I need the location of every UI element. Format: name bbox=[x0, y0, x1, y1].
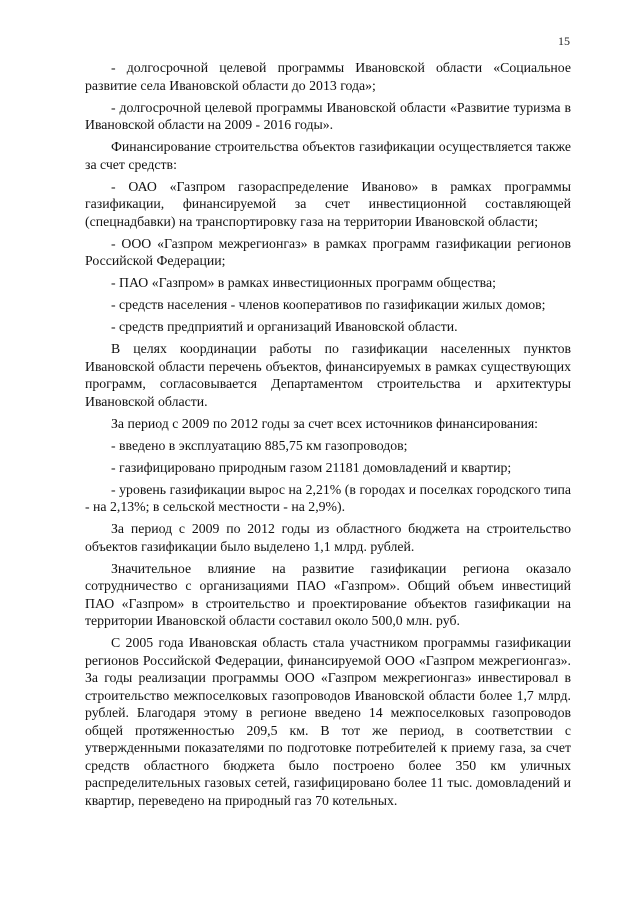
paragraph: - ОАО «Газпром газораспределение Иваново» в рамках программы газификации, финансируемой за счет инвестиционной составляющей (спецнадбавки) на транспортировку газа на территории Ивановской области; bbox=[85, 178, 571, 229]
paragraph: - газифицировано природным газом 21181 домовладений и квартир; bbox=[111, 459, 512, 475]
paragraph: - ПАО «Газпром» в рамках инвестиционных программ общества; bbox=[111, 275, 496, 290]
paragraph: Финансирование строительства объектов газификации осуществляется также за счет средств: bbox=[85, 139, 571, 172]
paragraph: - долгосрочной целевой программы Ивановской области «Социальное развитие села Ивановской области до 2013 года»; bbox=[85, 60, 571, 93]
paragraph: - уровень газификации вырос на 2,21% (в городах и поселках городского типа - на 2,13%; в сельской местности - на 2,9%). bbox=[85, 481, 571, 514]
paragraph: - средств населения - членов кооперативов по газификации жилых домов; bbox=[111, 297, 546, 312]
paragraph: За период с 2009 по 2012 годы за счет всех источников финансирования: bbox=[111, 415, 539, 431]
paragraph: В целях координации работы по газификации населенных пунктов Ивановской области перечень объектов, финансируемых в рамках существующих программ, согласовывается Департаментом строительства и архитектуры Ивановской области. bbox=[85, 341, 571, 409]
document-body bbox=[85, 59, 571, 814]
paragraph: - ООО «Газпром межрегионгаз» в рамках программ газификации регионов Российской Федерации; bbox=[85, 235, 571, 268]
paragraph: Значительное влияние на развитие газификации региона оказало сотрудничество с организациями ПАО «Газпром». Общий объем инвестиций ПАО «Газпром» в строительство и проектирование объектов газификации на территории Ивановской области составил около 500,0 млн. руб. bbox=[85, 560, 571, 628]
paragraph: За период с 2009 по 2012 годы из областного бюджета на строительство объектов газификации было выделено 1,1 млрд. рублей. bbox=[85, 521, 571, 554]
paragraph: - долгосрочной целевой программы Ивановской области «Развитие туризма в Ивановской области на 2009 - 2016 годы». bbox=[85, 99, 571, 132]
paragraph: С 2005 года Ивановская область стала участником программы газификации регионов Российской Федерации, финансируемой ООО «Газпром межрегионгаз». За годы реализации программы ООО «Газпром межрегионгаз» инвестировал в строительство межпоселковых газопроводов Ивановской области более 1,7 млрд. рублей. Благодаря этому в регионе введено 14 межпоселковых газопроводов общей протяженностью 209,5 км. В тот же период, в соответствии с утвержденными показателями по подготовке потребителей к приему газа, за счет средств областного бюджета было построено более 350 км уличных распределительных газовых сетей, газифицировано более 11 тыс. домовладений и квартир, переведено на природный газ 70 котельных. bbox=[85, 635, 571, 808]
page-number: 15 bbox=[558, 34, 570, 48]
paragraph: - введено в эксплуатацию 885,75 км газопроводов; bbox=[111, 437, 408, 453]
paragraph: - средств предприятий и организаций Ивановской области. bbox=[111, 319, 458, 334]
